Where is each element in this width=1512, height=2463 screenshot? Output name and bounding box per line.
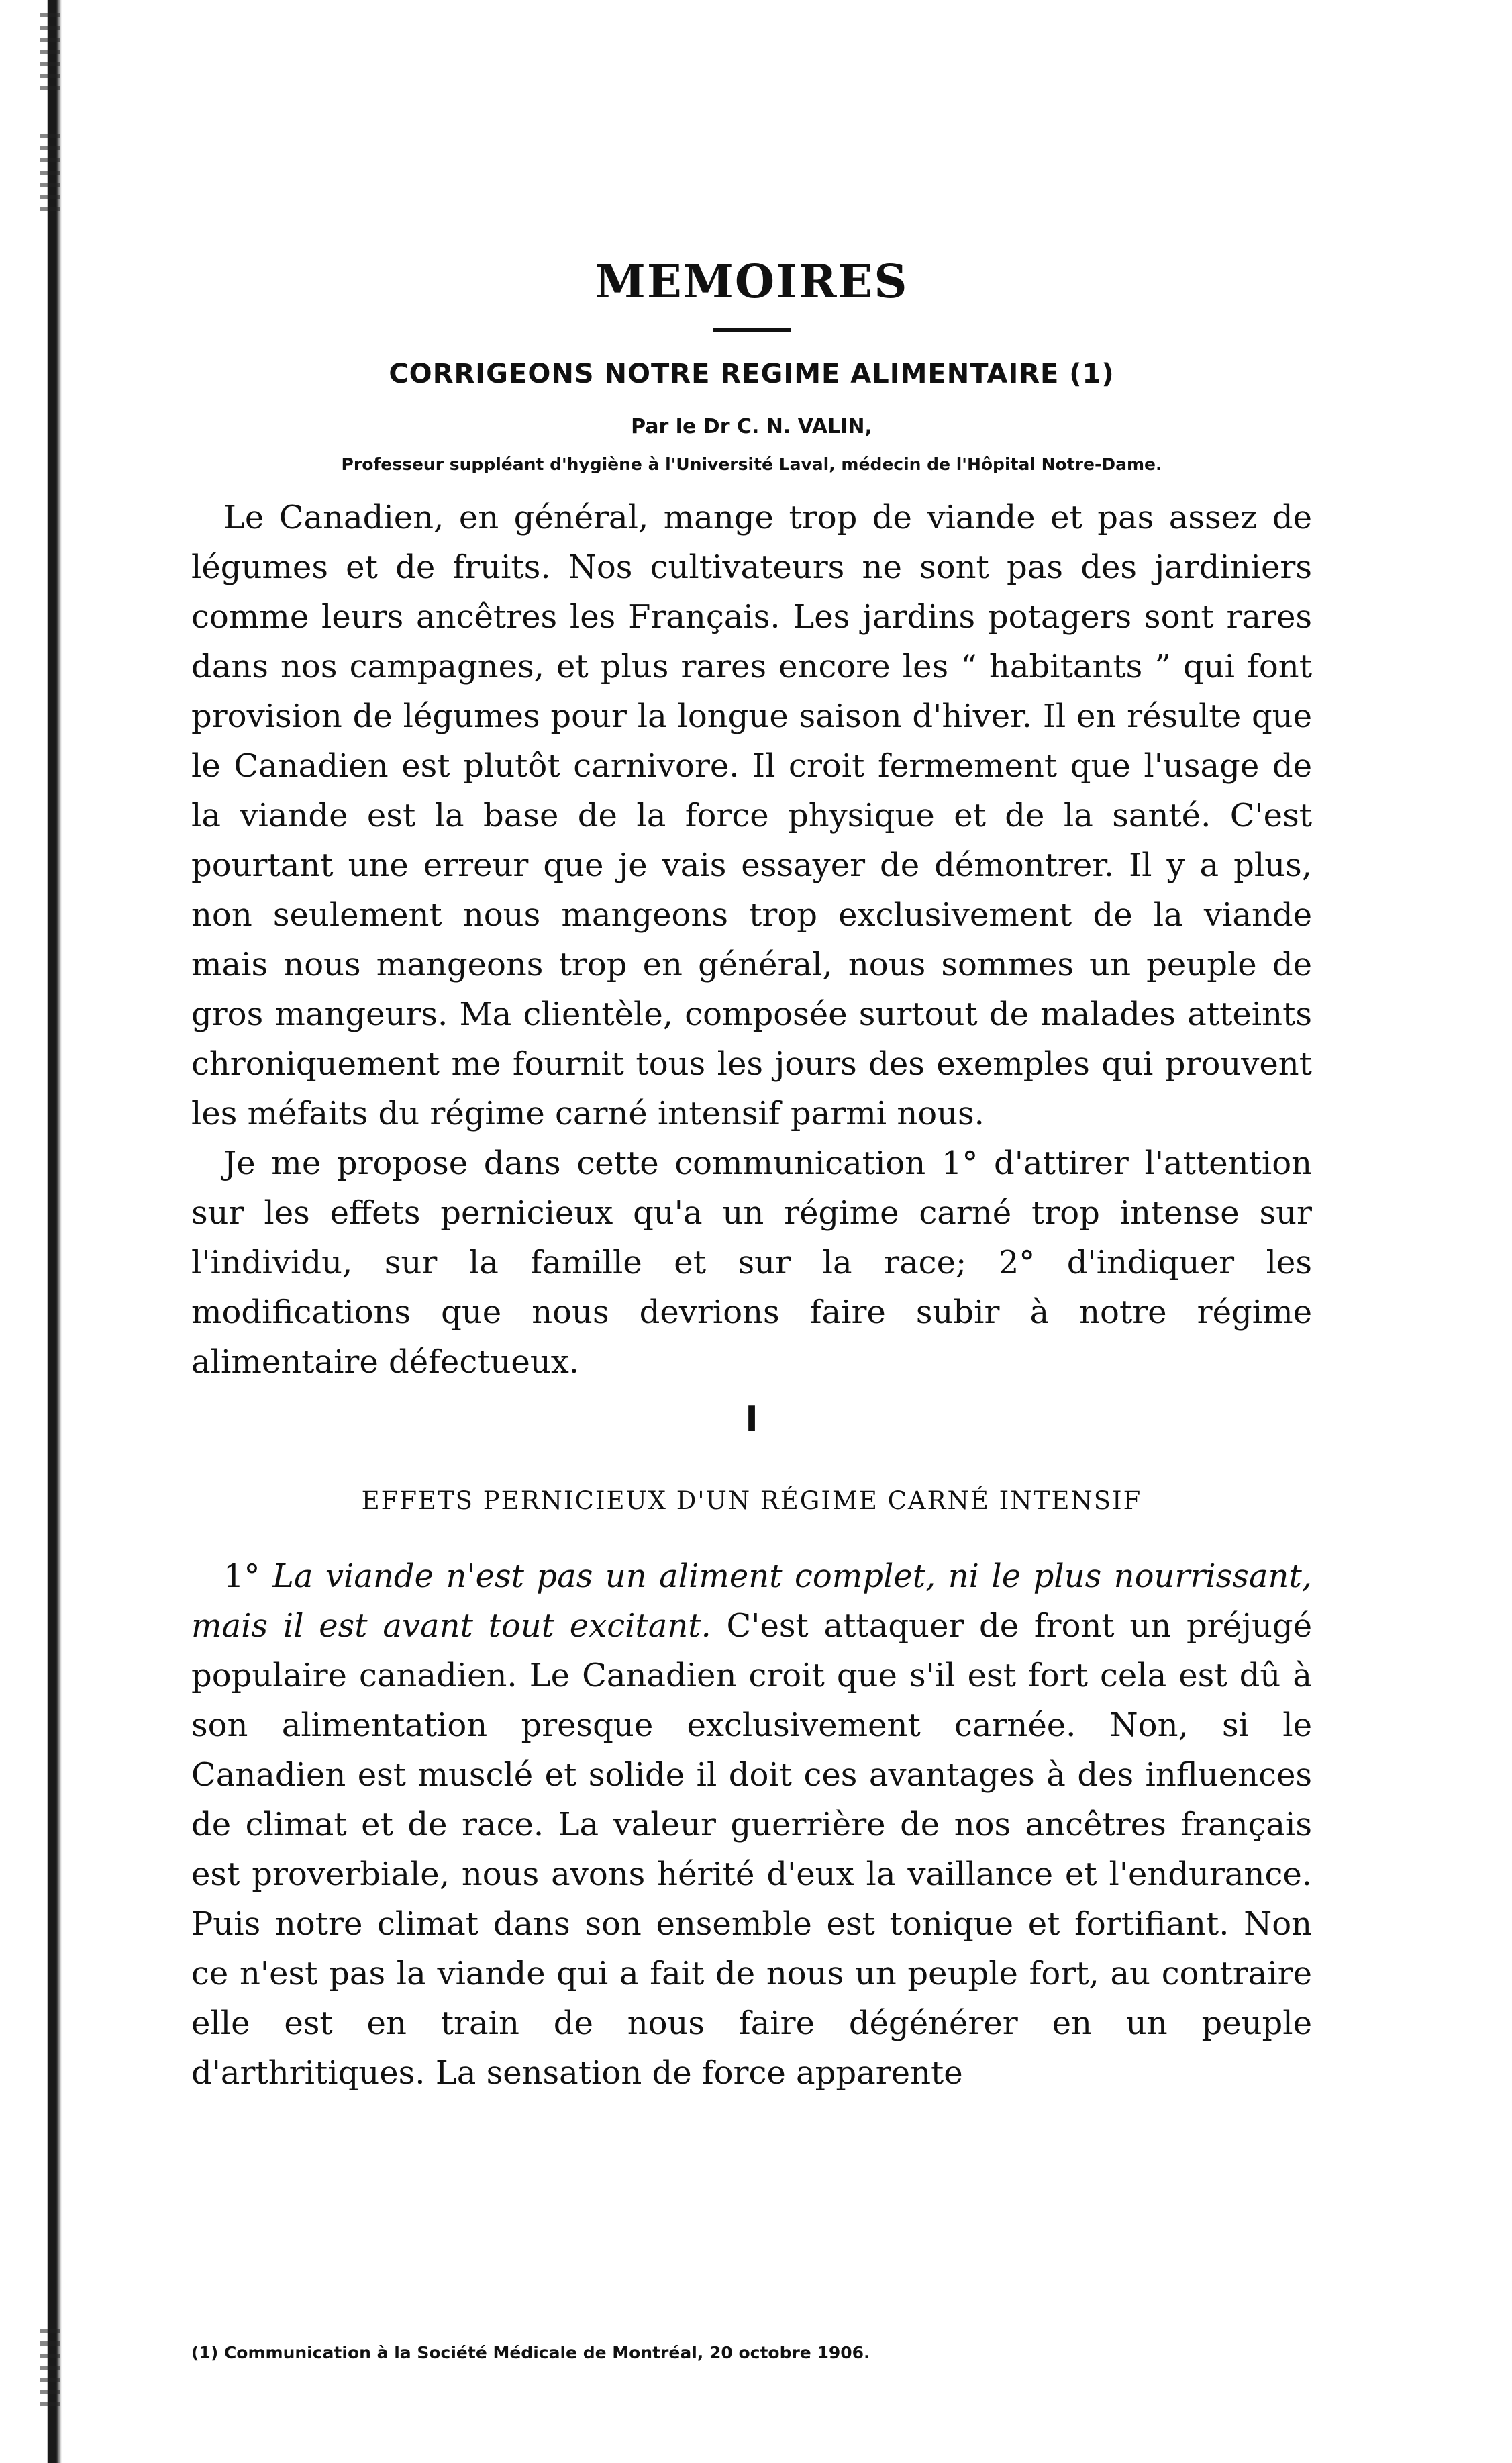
page-title: MEMOIRES bbox=[595, 255, 909, 309]
paragraph: Je me propose dans cette communication 1° d'attirer l'attention sur les effets pernicieux qu'a un régime carné trop intense sur l'individu, sur la famille et sur la race; 2° d'indiquer les modifications que nous devrions faire subir à notre régime alimentaire défectueux. bbox=[191, 1145, 1312, 1381]
article-body bbox=[191, 493, 1312, 2098]
scan-artifact bbox=[40, 134, 60, 215]
section-paragraph-number: 1° bbox=[223, 1557, 272, 1595]
section-title: EFFETS PERNICIEUX D'UN RÉGIME CARNÉ INTENSIF bbox=[361, 1486, 1142, 1515]
paragraph: Le Canadien, en général, mange trop de viande et pas assez de légumes et de fruits. Nos cultivateurs ne sont pas des jardiniers comme leurs ancêtres les Français. Les jardins potagers sont rares dans nos campagnes, et plus rares encore les “ habitants ” qui font provision de légumes pour la longue saison d'hiver. Il en résulte que le Canadien est plutôt carnivore. Il croit fermement que l'usage de la viande est la base de la force physique et de la santé. C'est pourtant une erreur que je vais essayer de démontrer. Il y a plus, non seulement nous mangeons trop exclusivement de la viande mais nous mangeons trop en général, nous sommes un peuple de gros mangeurs. Ma clientèle, composée surtout de malades atteints chroniquement me fournit tous les jours des exemples qui prouvent les méfaits du régime carné intensif parmi nous. bbox=[191, 499, 1312, 1132]
footnote: (1) Communication à la Société Médicale de Montréal, 20 octobre 1906. bbox=[191, 2343, 870, 2362]
author-affiliation: Professeur suppléant d'hygiène à l'Université Laval, médecin de l'Hôpital Notre-Dame. bbox=[341, 454, 1162, 474]
scan-artifact bbox=[40, 13, 60, 94]
title-rule bbox=[713, 328, 791, 332]
section-paragraph-text: C'est attaquer de front un préjugé populaire canadien. Le Canadien croit que s'il est fort cela est dû à son alimentation presque exclusivement carnée. Non, si le Canadien est musclé et solide il doit ces avantages à des influences de climat et de race. La valeur guerrière de nos ancêtres français est proverbiale, nous avons hérité d'eux la vaillance et l'endurance. Puis notre climat dans son ensemble est tonique et fortifiant. Non ce n'est pas la viande qui a fait de nous un peuple fort, au contraire elle est en train de nous faire dégénérer en un peuple d'arthritiques. La sensation de force apparente bbox=[191, 1607, 1312, 2092]
scan-binding-edge bbox=[0, 0, 64, 2463]
section-paragraph bbox=[191, 1551, 1312, 2098]
document-page bbox=[191, 255, 1312, 2098]
section-number: I bbox=[745, 1399, 758, 1439]
scan-artifact bbox=[40, 2329, 60, 2410]
section-paragraph-lead: La viande n'est pas un aliment complet, ni le plus nourrissant, mais il est avant tout excitant. bbox=[191, 1557, 1312, 1645]
article-title: CORRIGEONS NOTRE REGIME ALIMENTAIRE (1) bbox=[389, 358, 1115, 389]
author-line: Par le Dr C. N. VALIN, bbox=[631, 415, 872, 438]
